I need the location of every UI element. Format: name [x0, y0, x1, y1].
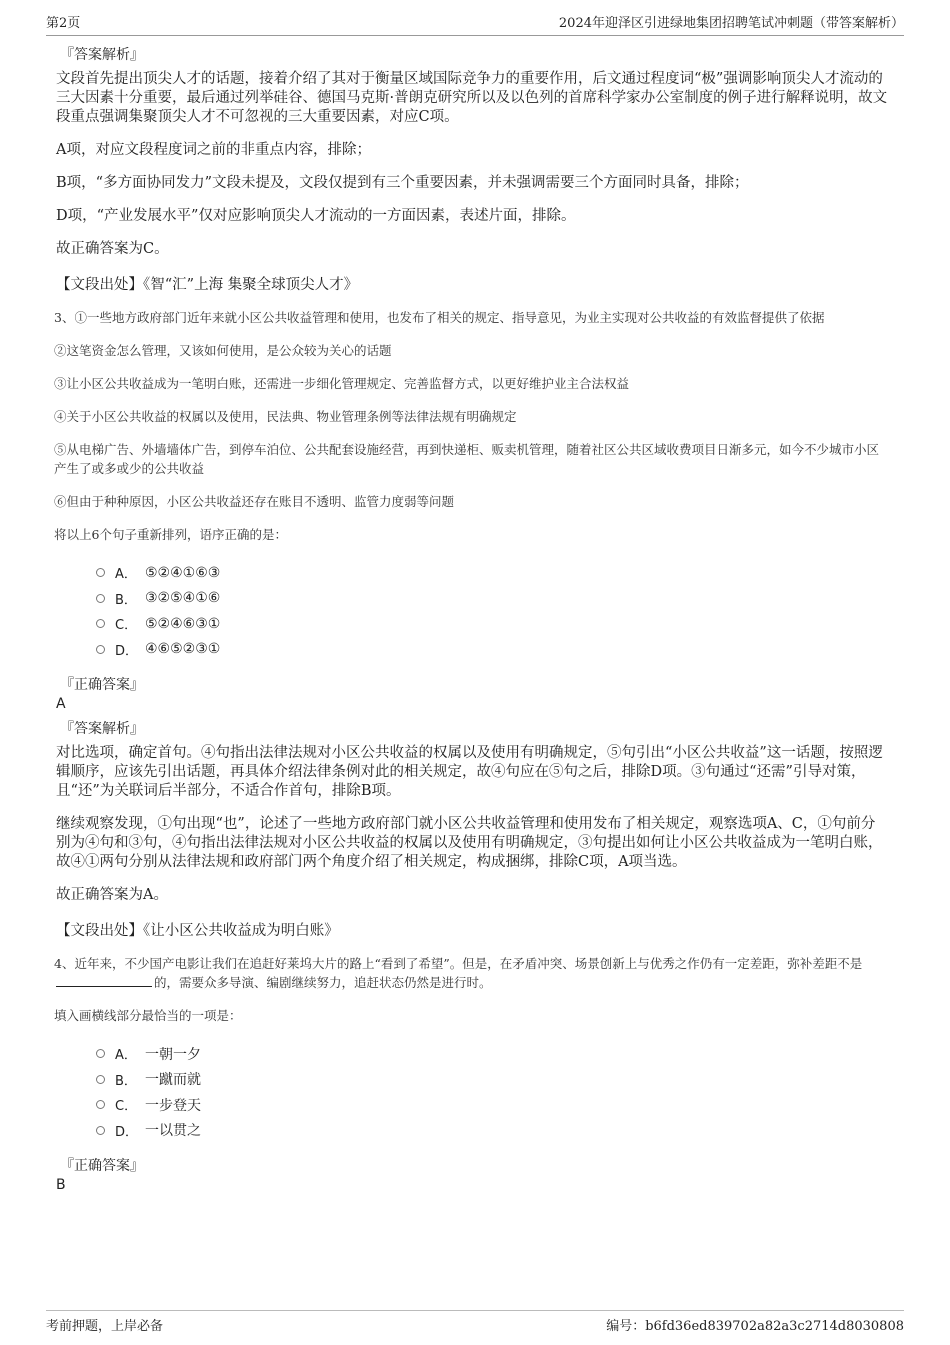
option-text: 一步登天	[145, 1097, 201, 1114]
option-text: ③②⑤④①⑥	[145, 590, 221, 607]
question-4	[56, 954, 888, 1193]
option-text: 一蹴而就	[145, 1072, 201, 1089]
option-c[interactable]	[96, 611, 888, 637]
document-id: 编号：b6fd36ed839702a82a3c2714d8030808	[606, 1319, 904, 1334]
radio-icon[interactable]	[96, 594, 105, 603]
option-b[interactable]	[96, 1067, 888, 1093]
fill-blank	[56, 986, 152, 987]
option-letter: D．	[115, 643, 139, 659]
radio-icon[interactable]	[96, 645, 105, 654]
options-list	[96, 1041, 888, 1143]
option-c[interactable]	[96, 1092, 888, 1118]
option-d[interactable]	[96, 1118, 888, 1144]
source-citation: 【文段出处】《智“汇”上海 集聚全球顶尖人才》	[56, 277, 359, 293]
radio-icon[interactable]	[96, 619, 105, 628]
footer-slogan: 考前押题，上岸必备	[46, 1319, 164, 1334]
analysis-paragraph: 继续观察发现，①句出现“也”，论述了一些地方政府部门就小区公共收益管理和使用发布了相关规定，观察选项A、C，①句前分别为④句和③句，④句指出法律法规对小区公共收益的权属以及使用有明确规定，③句提出如何让小区公共收益成为一笔明白账，故④①两句分别从法律法规和政府部门两个角度介绍了相关规定，构成捆绑，排除C项，A项当选。	[56, 816, 883, 870]
stem-before-blank: 4、近年来，不少国产电影让我们在追赶好莱坞大片的路上“看到了希望”。但是，在矛盾冲突、场景创新上与优秀之作仍有一定差距，弥补差距不是	[54, 956, 863, 971]
page-header	[46, 12, 904, 36]
option-d[interactable]	[96, 637, 888, 663]
document-title: 2024年迎泽区引进绿地集团招聘笔试冲刺题（带答案解析）	[558, 16, 904, 31]
analysis-paragraph: A项，对应文段程度词之前的非重点内容，排除；	[56, 142, 371, 158]
option-text: ④⑥⑤②③①	[145, 641, 221, 658]
option-letter: B．	[115, 592, 137, 608]
radio-icon[interactable]	[96, 1126, 105, 1135]
question-sentence: 3、①一些地方政府部门近年来就小区公共收益管理和使用，也发布了相关的规定、指导意见，为业主实现对公共收益的有效监督提供了依据	[54, 310, 825, 325]
option-text: ⑤②④⑥③①	[145, 615, 221, 632]
option-letter: B．	[115, 1073, 137, 1089]
correct-answer-statement: 故正确答案为A。	[56, 887, 168, 903]
radio-icon[interactable]	[96, 568, 105, 577]
source-citation: 【文段出处】《让小区公共收益成为明白账》	[56, 923, 339, 939]
question-sentence: ⑤从电梯广告、外墙墙体广告，到停车泊位、公共配套设施经营，再到快递柜、贩卖机管理，随着社区公共区域收费项目日渐多元，如今不少城市小区产生了或多或少的公共收益	[54, 442, 880, 476]
question-3	[56, 308, 888, 940]
radio-icon[interactable]	[96, 1100, 105, 1109]
option-text: 一朝一夕	[145, 1046, 201, 1063]
page-number: 第2页	[46, 16, 81, 31]
analysis-label: 『答案解析』	[60, 721, 144, 737]
correct-answer-label: 『正确答案』	[60, 1158, 144, 1174]
question-sentence: ④关于小区公共收益的权属以及使用，民法典、物业管理条例等法律法规有明确规定	[54, 409, 517, 424]
option-a[interactable]	[96, 1041, 888, 1067]
option-letter: C．	[115, 1099, 138, 1115]
correct-answer-value: A	[56, 696, 66, 712]
main-content	[56, 44, 888, 1199]
question-prompt: 填入画横线部分最恰当的一项是：	[54, 1008, 242, 1023]
analysis-paragraph: 对比选项，确定首句。④句指出法律法规对小区公共收益的权属以及使用有明确规定，⑤句引出“小区公共收益”这一话题，按照逻辑顺序，应该先引出话题，再具体介绍法律条例对此的相关规定，故④句应在⑤句之后，排除D项。③句通过“还需”引导对策，且“还”为关联词后半部分，不适合作首句，排除B项。	[56, 745, 883, 799]
stem-after-blank: 的，需要众多导演、编剧继续努力，追赶状态仍然是进行时。	[154, 975, 492, 990]
question-stem	[54, 954, 888, 992]
option-b[interactable]	[96, 586, 888, 612]
option-letter: D．	[115, 1124, 139, 1140]
analysis-paragraph: 文段首先提出顶尖人才的话题，接着介绍了其对于衡量区域国际竞争力的重要作用，后文通过程度词“极”强调影响顶尖人才流动的三大因素十分重要，最后通过列举硅谷、德国马克斯·普朗克研究所以及以色列的首席科学家办公室制度的例子进行解释说明，故文段重点强调集聚顶尖人才不可忽视的三大重要因素，对应C项。	[56, 71, 888, 125]
correct-answer-statement: 故正确答案为C。	[56, 241, 169, 257]
option-letter: C．	[115, 618, 138, 634]
question-prompt: 将以上6个句子重新排列，语序正确的是：	[54, 527, 287, 542]
question-sentence: ②这笔资金怎么管理，又该如何使用，是公众较为关心的话题	[54, 343, 392, 358]
options-list	[96, 560, 888, 662]
analysis-paragraph: D项，“产业发展水平”仅对应影响顶尖人才流动的一方面因素，表述片面，排除。	[56, 208, 576, 224]
option-letter: A．	[115, 567, 137, 583]
option-a[interactable]	[96, 560, 888, 586]
page-footer	[46, 1310, 904, 1334]
question-sentence: ③让小区公共收益成为一笔明白账，还需进一步细化管理规定、完善监督方式，以更好维护业主合法权益	[54, 376, 630, 391]
radio-icon[interactable]	[96, 1049, 105, 1058]
correct-answer-label: 『正确答案』	[60, 677, 144, 693]
option-text: ⑤②④①⑥③	[145, 564, 221, 581]
correct-answer-value: B	[56, 1177, 66, 1193]
question-sentence: ⑥但由于种种原因，小区公共收益还存在账目不透明、监管力度弱等问题	[54, 494, 455, 509]
analysis-label: 『答案解析』	[60, 47, 144, 63]
option-text: 一以贯之	[145, 1123, 201, 1140]
option-letter: A．	[115, 1048, 137, 1064]
analysis-paragraph: B项，“多方面协同发力”文段未提及，文段仅提到有三个重要因素，并未强调需要三个方面同时具备，排除；	[56, 175, 749, 191]
radio-icon[interactable]	[96, 1075, 105, 1084]
